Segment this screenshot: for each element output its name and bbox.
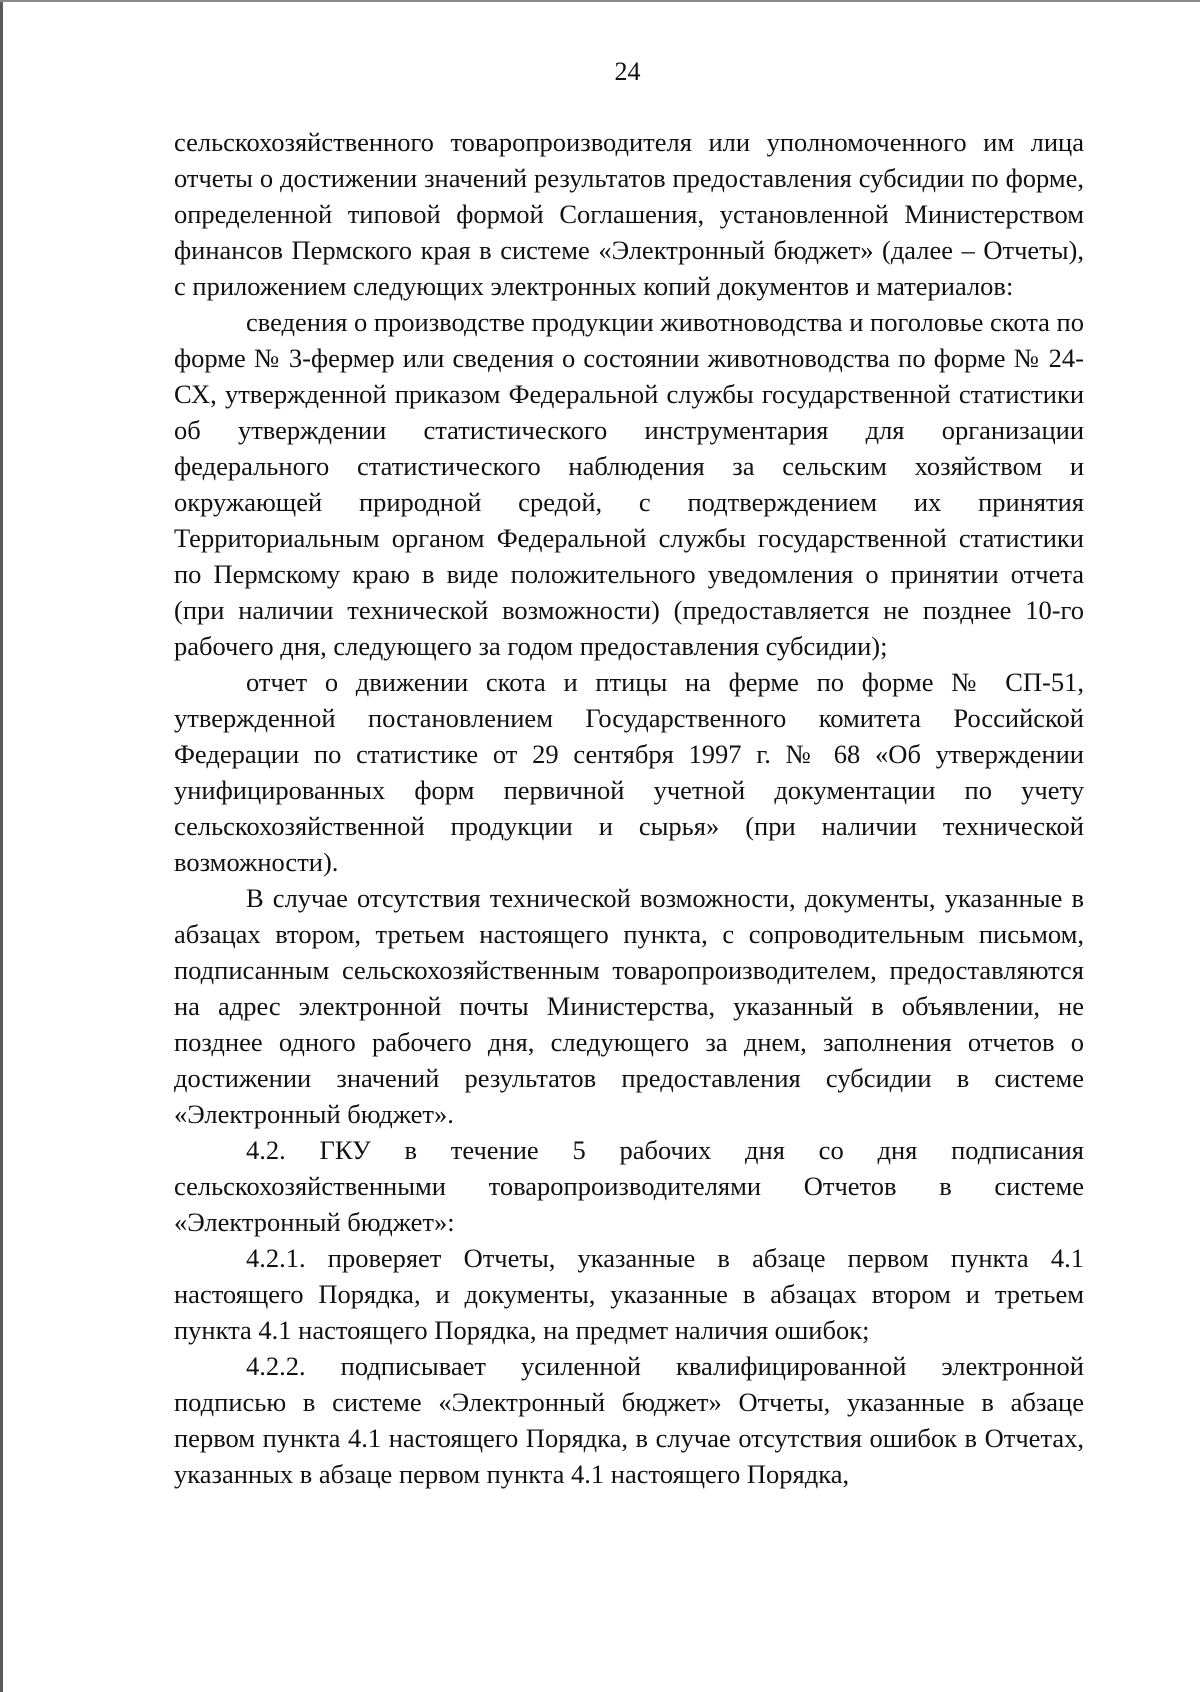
scan-edge-left	[0, 0, 3, 1692]
paragraph-2: сведения о производстве продукции животноводства и поголовье скота по форме № 3-фермер или сведения о состоянии животноводства по форме № 24-СХ, утвержденной приказом Федеральной службы государственной статистики об утверждении статистического инструментария для организации федерального статистического наблюдения за сельским хозяйством и окружающей природной средой, с подтверждением их принятия Территориальным органом Федеральной службы государственной статистики по Пермскому краю в виде положительного уведомления о принятии отчета (при наличии технической возможности) (предоставляется не позднее 10-го рабочего дня, следующего за годом предоставления субсидии);	[174, 307, 1084, 661]
paragraph-3: отчет о движении скота и птицы на ферме по форме № СП-51, утвержденной постановлением Государственного комитета Российской Федерации по статистике от 29 сентября 1997 г. № 68 «Об утверждении унифицированных форм первичной учетной документации по учету сельскохозяйственной продукции и сырья» (при наличии технической возможности).	[174, 667, 1084, 877]
paragraph-1: сельскохозяйственного товаропроизводителя или уполномоченного им лица отчеты о достижении значений результатов предоставления субсидии по форме, определенной типовой формой Соглашения, установленной Министерством финансов Пермского края в системе «Электронный бюджет» (далее – Отчеты), с приложением следующих электронных копий документов и материалов:	[174, 127, 1084, 301]
paragraph-7: 4.2.2. подписывает усиленной квалифицированной электронной подписью в системе «Электронный бюджет» Отчеты, указанные в абзаце первом пункта 4.1 настоящего Порядка, в случае отсутствия ошибок в Отчетах, указанных в абзаце первом пункта 4.1 настоящего Порядка,	[174, 1351, 1084, 1489]
paragraph-5: 4.2. ГКУ в течение 5 рабочих дня со дня подписания сельскохозяйственными товаропроизводителями Отчетов в системе «Электронный бюджет»:	[174, 1135, 1084, 1237]
scan-edge-top	[0, 0, 1200, 2]
document-body	[174, 124, 1084, 1492]
page-number: 24	[614, 57, 641, 86]
paragraph-4: В случае отсутствия технической возможности, документы, указанные в абзацах втором, третьем настоящего пункта, с сопроводительным письмом, подписанным сельскохозяйственным товаропроизводителем, предоставляются на адрес электронной почты Министерства, указанный в объявлении, не позднее одного рабочего дня, следующего за днем, заполнения отчетов о достижении значений результатов предоставления субсидии в системе «Электронный бюджет».	[174, 883, 1084, 1129]
paragraph-6: 4.2.1. проверяет Отчеты, указанные в абзаце первом пункта 4.1 настоящего Порядка, и документы, указанные в абзацах втором и третьем пункта 4.1 настоящего Порядка, на предмет наличия ошибок;	[174, 1243, 1084, 1345]
